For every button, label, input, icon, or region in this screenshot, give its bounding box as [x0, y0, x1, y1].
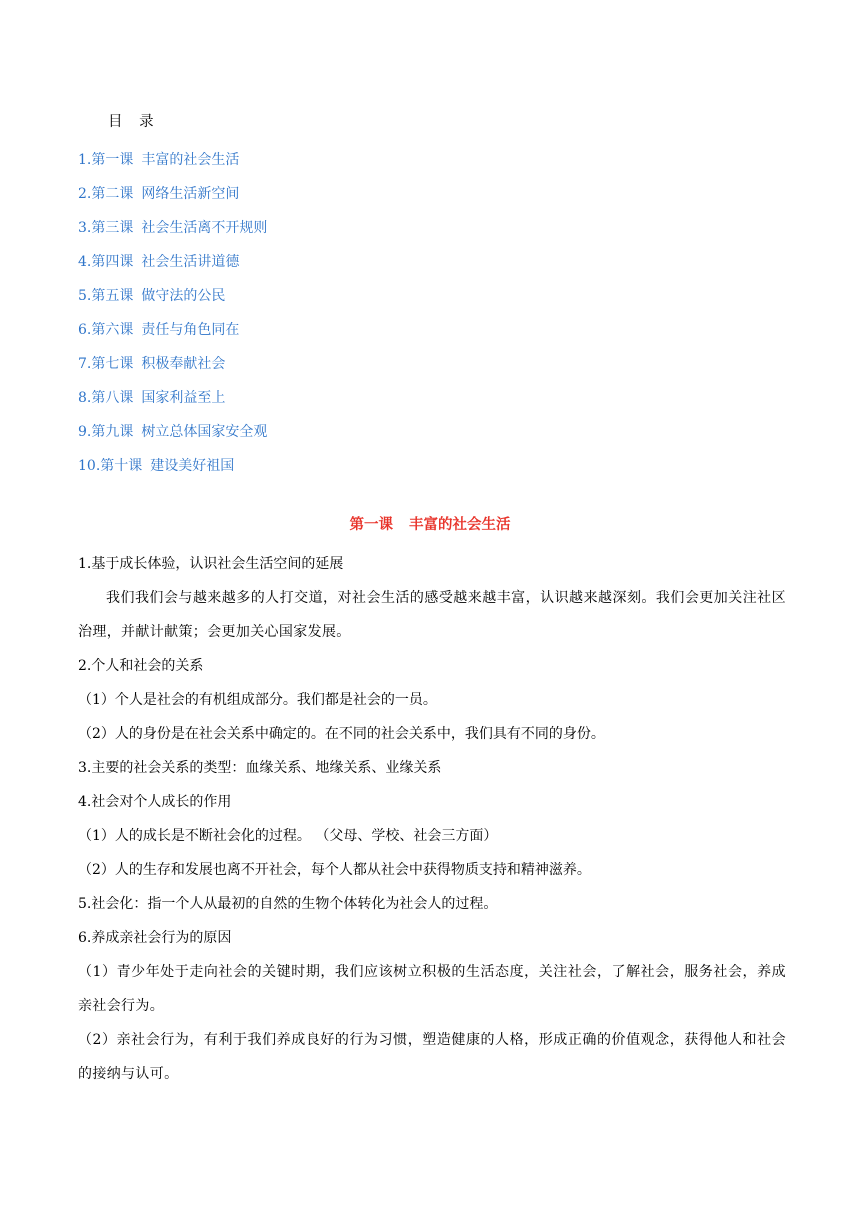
toc-link-9[interactable]: 9.第九课 树立总体国家安全观	[78, 424, 268, 440]
table-of-contents	[78, 143, 267, 483]
list-item: （2）人的身份是在社会关系中确定的。在不同的社会关系中，我们具有不同的身份。	[78, 726, 605, 742]
section-heading: 2.个人和社会的关系	[78, 658, 204, 674]
toc-link-4[interactable]: 4.第四课 社会生活讲道德	[78, 254, 240, 270]
toc-link-3[interactable]: 3.第三课 社会生活离不开规则	[78, 220, 268, 236]
paragraph: 我们我们会与越来越多的人打交道，对社会生活的感受越来越丰富，认识越来越深刻。我们会更加关注社区治理，并献计献策；会更加关心国家发展。	[78, 590, 786, 640]
toc-link-2[interactable]: 2.第二课 网络生活新空间	[78, 186, 240, 202]
list-item: （2）人的生存和发展也离不开社会，每个人都从社会中获得物质支持和精神滋养。	[78, 862, 591, 878]
lesson-heading-number: 第一课	[349, 516, 393, 533]
toc-link-8[interactable]: 8.第八课 国家利益至上	[78, 390, 226, 406]
section-heading: 3.主要的社会关系的类型：血缘关系、地缘关系、业缘关系	[78, 760, 442, 776]
lesson-heading	[0, 513, 860, 534]
section-heading: 4.社会对个人成长的作用	[78, 794, 232, 810]
section-heading: 5.社会化：指一个人从最初的自然的生物个体转化为社会人的过程。	[78, 896, 498, 912]
section-heading: 1.基于成长体验，认识社会生活空间的延展	[78, 556, 344, 572]
toc-link-1[interactable]: 1.第一课 丰富的社会生活	[78, 152, 240, 168]
toc-link-7[interactable]: 7.第七课 积极奉献社会	[78, 356, 226, 372]
toc-link-5[interactable]: 5.第五课 做守法的公民	[78, 288, 226, 304]
toc-link-6[interactable]: 6.第六课 责任与角色同在	[78, 322, 240, 338]
toc-title: 目 录	[108, 114, 160, 130]
lesson-body	[78, 547, 786, 1091]
toc-link-10[interactable]: 10.第十课 建设美好祖国	[78, 458, 235, 474]
section-heading: 6.养成亲社会行为的原因	[78, 930, 232, 946]
list-item: （1）青少年处于走向社会的关键时期，我们应该树立积极的生活态度，关注社会，了解社会，服务社会，养成亲社会行为。	[78, 964, 786, 1014]
list-item: （1）人的成长是不断社会化的过程。 （父母、学校、社会三方面）	[78, 828, 498, 844]
lesson-heading-topic: 丰富的社会生活	[409, 516, 511, 533]
list-item: （2）亲社会行为，有利于我们养成良好的行为习惯，塑造健康的人格，形成正确的价值观念，获得他人和社会的接纳与认可。	[78, 1032, 786, 1082]
list-item: （1）个人是社会的有机组成部分。我们都是社会的一员。	[78, 692, 437, 708]
